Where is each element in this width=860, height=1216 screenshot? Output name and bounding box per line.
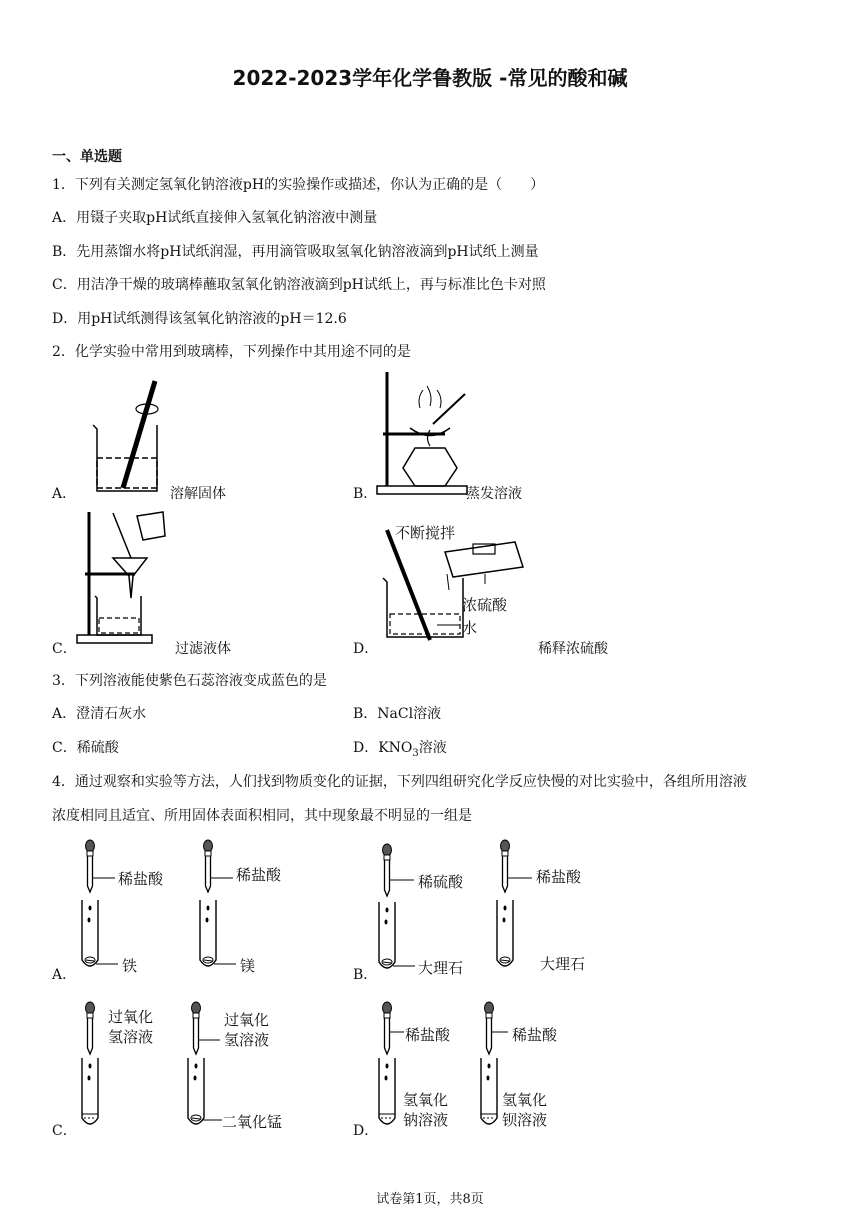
c-right-reagent-line1: 过氧化 [224, 1011, 270, 1029]
q3-stem: 3．下列溶液能使紫色石蕊溶液变成蓝色的是 [52, 673, 327, 689]
q2-stem: 2．化学实验中常用到玻璃棒，下列操作中其用途不同的是 [52, 344, 411, 360]
dilution-stir-label: 不断搅拌 [395, 524, 456, 542]
d-right-solution-line2: 钡溶液 [502, 1111, 548, 1129]
q2-option-a-letter: A． [52, 486, 77, 502]
b-right-reagent: 稀盐酸 [536, 868, 582, 886]
q2-option-c-caption: 过滤液体 [175, 641, 231, 657]
q1-option-c: C．用洁净干燥的玻璃棒蘸取氢氧化钠溶液滴到pH试纸上，再与标准比色卡对照 [52, 277, 546, 293]
d-left-solution-line1: 氢氧化 [403, 1091, 449, 1109]
q4-option-c-letter: C． [52, 1123, 77, 1139]
d-left-solution-line2: 钠溶液 [403, 1111, 449, 1129]
c-right-solid: 二氧化锰 [222, 1113, 283, 1131]
q1-option-b: B．先用蒸馏水将pH试纸润湿，再用滴管吸取氢氧化钠溶液滴到pH试纸上测量 [52, 244, 539, 260]
a-left-solid: 铁 [122, 957, 138, 975]
page-title: 2022-2023学年化学鲁教版 -常见的酸和碱 [232, 66, 628, 90]
d-right-solution-line1: 氢氧化 [502, 1091, 548, 1109]
filtration-figure [75, 508, 175, 648]
q3-option-c: C．稀硫酸 [52, 740, 119, 756]
section-heading: 一、单选题 [52, 149, 122, 165]
q2-option-b-letter: B． [353, 486, 378, 502]
d-right-reagent: 稀盐酸 [512, 1026, 558, 1044]
b-right-solid: 大理石 [540, 955, 586, 973]
c-right-reagent-line2: 氢溶液 [224, 1031, 270, 1049]
b-left-solid: 大理石 [418, 959, 464, 977]
q1-stem: 1．下列有关测定氢氧化钠溶液pH的实验操作或描述，你认为正确的是（ ） [52, 177, 545, 193]
q1-option-d: D．用pH试纸测得该氢氧化钠溶液的pH＝12.6 [52, 311, 347, 327]
a-right-reagent: 稀盐酸 [236, 866, 282, 884]
a-right-solid: 镁 [240, 957, 256, 975]
c-left-reagent-line1: 过氧化 [108, 1008, 154, 1026]
a-left-reagent: 稀盐酸 [118, 870, 164, 888]
q2-option-b-caption: 蒸发溶液 [466, 486, 522, 502]
b-left-reagent: 稀硫酸 [418, 873, 464, 891]
q4-option-a-letter: A． [52, 967, 77, 983]
q4-option-d-letter: D． [353, 1123, 379, 1139]
q2-option-a-caption: 溶解固体 [170, 486, 226, 502]
q3-option-d: D．$KNO_3$溶液 [353, 740, 447, 759]
q2-option-c-letter: C． [52, 641, 77, 657]
q2-option-d-letter: D． [353, 641, 379, 657]
q4-stem-line1: 4．通过观察和实验等方法，人们找到物质变化的证据，下列四组研究化学反应快慢的对比实验中，各组所用溶液 [52, 774, 747, 790]
dilution-water-label: 水 [462, 619, 478, 637]
evaporation-figure [375, 368, 475, 498]
q3-option-b: B．NaCl溶液 [353, 706, 442, 722]
d-left-reagent: 稀盐酸 [405, 1026, 451, 1044]
q2-option-d-caption: 稀释浓硫酸 [538, 641, 608, 657]
q3-option-a: A．澄清石灰水 [52, 706, 147, 722]
c-left-reagent-line2: 氢溶液 [108, 1028, 154, 1046]
q1-option-a: A．用镊子夹取pH试纸直接伸入氢氧化钠溶液中测量 [52, 210, 378, 226]
q4-stem-line2: 浓度相同且适宜、所用固体表面积相同，其中现象最不明显的一组是 [52, 808, 472, 824]
page-footer: 试卷第1页，共8页 [376, 1192, 484, 1207]
beaker-dissolve-figure [85, 373, 175, 498]
dilution-acid-label: 浓硫酸 [462, 596, 508, 614]
q4-option-b-letter: B． [353, 967, 378, 983]
